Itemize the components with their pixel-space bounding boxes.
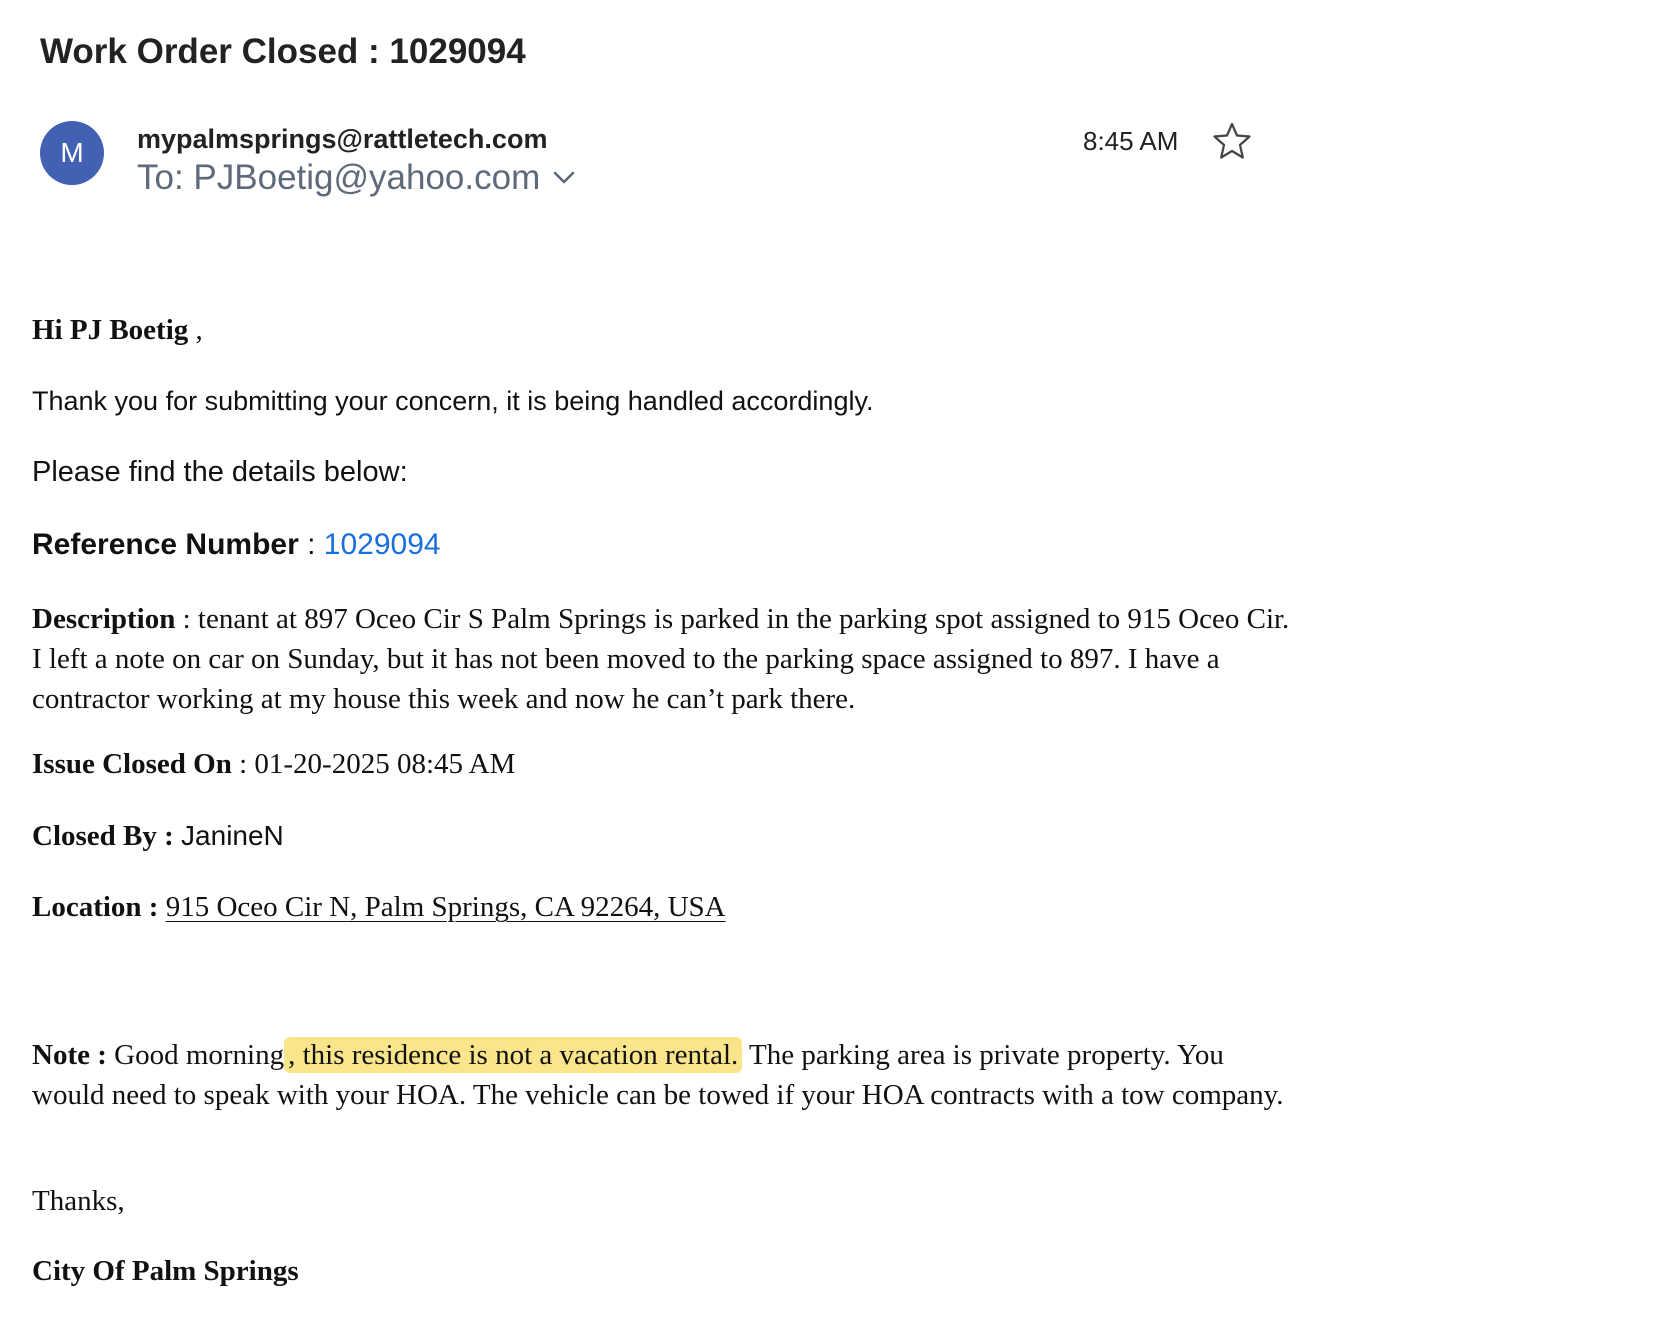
location-address-link[interactable]: 915 Oceo Cir N, Palm Springs, CA 92264, USA xyxy=(165,891,726,923)
note-text-after: The parking area is private property. You would need to speak with your HOA. The vehicle can be towed if your HOA contracts with a tow company. xyxy=(32,1039,1284,1111)
email-time: 8:45 AM xyxy=(1083,126,1179,156)
details-intro: Please find the details below: xyxy=(32,456,408,488)
issue-closed-on-line xyxy=(32,748,1292,781)
closed-by-value: JanineN xyxy=(181,820,284,851)
sender-avatar[interactable]: M xyxy=(40,121,104,185)
location-label: Location : xyxy=(32,891,166,923)
signature-name: City Of Palm Springs xyxy=(32,1255,299,1287)
greeting xyxy=(32,314,1292,347)
closed-by-label: Closed By : xyxy=(32,820,182,852)
description-label: Description xyxy=(32,603,176,635)
greeting-suffix: , xyxy=(188,314,203,346)
note-text-before: Good morning xyxy=(114,1039,285,1071)
note-highlight: , this residence is not a vacation rental. xyxy=(284,1037,742,1073)
closed-on-value: : 01-20-2025 08:45 AM xyxy=(231,748,516,780)
recipient-row[interactable] xyxy=(137,158,576,198)
closing-thanks: Thanks, xyxy=(32,1185,125,1217)
description-block xyxy=(32,599,1292,719)
location-line xyxy=(32,891,1292,924)
reference-label: Reference Number xyxy=(32,528,299,561)
reference-separator: : xyxy=(298,528,324,561)
chevron-down-icon[interactable] xyxy=(552,170,576,186)
sender-address[interactable]: mypalmsprings@rattletech.com xyxy=(137,124,548,154)
note-label: Note : xyxy=(32,1039,115,1071)
description-text: : tenant at 897 Oceo Cir S Palm Springs is parked in the parking spot assigned to 915 Oceo Cir. I left a note on car on Sunday, but it has not been moved to the parking space assigned to 897. I have a contractor working at my house this week and now he can’t park there. xyxy=(32,603,1290,715)
star-icon[interactable] xyxy=(1212,121,1252,161)
thank-you-line: Thank you for submitting your concern, it is being handled accordingly. xyxy=(32,386,874,416)
recipient-address[interactable]: To: PJBoetig@yahoo.com xyxy=(137,158,541,197)
closed-on-label: Issue Closed On xyxy=(32,748,232,780)
reference-number-line xyxy=(32,528,1292,562)
reference-number-link[interactable]: 1029094 xyxy=(323,528,441,561)
note-block xyxy=(32,1035,1292,1115)
closed-by-line xyxy=(32,820,1292,853)
greeting-name: Hi PJ Boetig xyxy=(32,314,189,346)
signature xyxy=(32,1255,1292,1288)
email-subject: Work Order Closed : 1029094 xyxy=(40,32,526,71)
